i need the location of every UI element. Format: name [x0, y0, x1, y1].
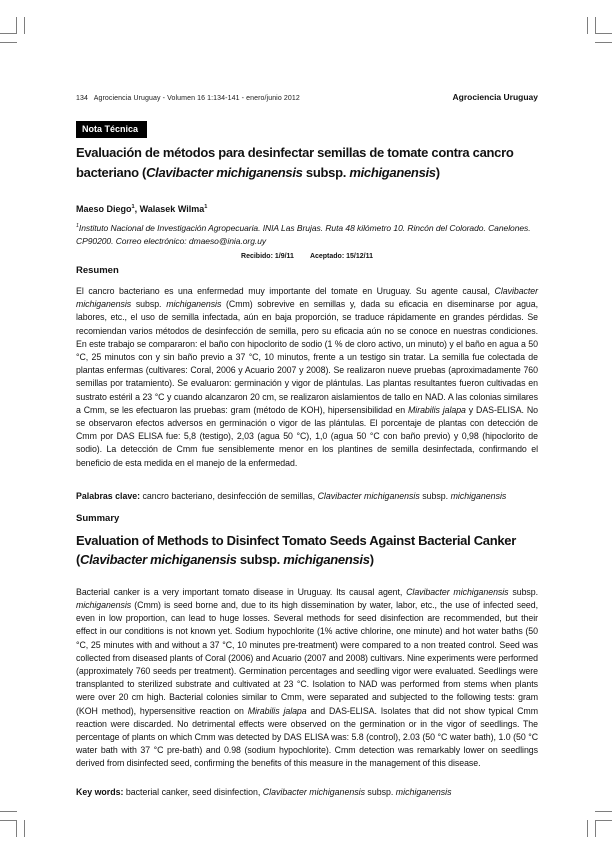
journal-name: Agrociencia Uruguay: [452, 92, 538, 102]
palabras-clave-line: Palabras clave: cancro bacteriano, desinfección de semillas, Clavibacter michiganensis subsp. michiganensis: [76, 490, 507, 501]
authors-line: Maeso Diego$^1$, Walasek Wilma$^1$: [76, 204, 208, 214]
crop-mark-bottom-right: [588, 812, 612, 838]
article-type-tag: Nota Técnica: [76, 121, 147, 138]
received-accepted-line: [76, 253, 538, 260]
affiliation: $^1$Instituto Nacional de Investigación Agropecuaria. INIA Las Brujas. Ruta 48 kilómetro 10. Rincón del Colorado. Canelones. CP90200. Correo electrónico: dmaeso@inia.org.uy: [76, 223, 531, 246]
article-title-es: Evaluación de métodos para desinfectar semillas de tomate contra cancro bacteriano (Clavibacter michiganensis subsp. michiganensis): [76, 145, 514, 180]
resumen-heading: Resumen: [76, 265, 119, 276]
article-title-en: Evaluation of Methods to Disinfect Tomato Seeds Against Bacterial Canker (Clavibacter michiganensis subsp. michiganensis): [76, 532, 516, 568]
accepted-date: Aceptado: 15/12/11: [309, 253, 373, 260]
page-content: [76, 92, 538, 797]
summary-heading: Summary: [76, 512, 120, 524]
crop-mark-bottom-left: [0, 812, 25, 838]
crop-mark-top-left: [0, 17, 25, 43]
abstract-en: Bacterial canker is a very important tomato disease in Uruguay. Its causal agent, Clavibacter michiganensis subsp. michiganensis (Cmm) is seed borne and, due to its high dissemination by water, labor, etc., the use of infected seed, even in low proportion, can lead to huge losses. Several methods for seed disinfection are recommended, but their effect in our conditions is not known yet. Sodium hypochlorite (1% active chlorine, one minute) and hot water baths (50 °C, 25 minutes with and without a 37 °C, 10 minutes pre-treatment) were compared to a non treated control. Seed was collected from diseased plants of Coral (2006) and Acuario (2007 and 2008) cultivars. Nine experiments were performed (approximately 760 seeds per treatment). Germination percentages and seedling vigor were evaluated. Seedlings were transplanted to sterilized substrate and cultivated at 23 °C. Isolation to NAD was performed from stems when plants were over 20 cm high. Bacterial colonies similar to Cmm, were separated and subjected to the following tests: gram (KOH method), hypersensitive reaction on Mirabilis jalapa and DAS-ELISA. Isolates that did not show typical Cmm reaction were discarded. No detrimental effects were observed on the germination or in the vigor of seedlings. The percentage of plants on which Cmm was detected by DAS ELISA was: 5.8 (control), 2.03 (50 °C water bath), 1.0 (50 °C water bath with 37 °C pre-bath) and 0.98 (sodium hypochlorite). Cmm detection was remarkably lower on seedlings derived from disinfected seed, confirming the benefits of this measure in the management of this disease.: [76, 586, 539, 769]
header-page-volume-info: 134 Agrociencia Uruguay - Volumen 16 1:134-141 - enero/junio 2012: [76, 95, 300, 102]
received-date: Recibido: 1/9/11: [241, 253, 294, 260]
journal-header: [76, 92, 538, 102]
abstract-es: El cancro bacteriano es una enfermedad muy importante del tomate en Uruguay. Su agente causal, Clavibacter michiganensis subsp. michiganensis (Cmm) sobrevive en semillas y, dada su eficacia en diseminarse por agua, labores, etc., el uso de semilla infectada, aún en baja proporción, se traduce rápidamente en grandes pérdidas. Se recomiendan varios métodos de desinfección de semilla, pero su eficacia aún no se conoce en nuestras condiciones. En este trabajo se compararon: el baño con hipoclorito de sodio (1 % de cloro activo, un minuto) y el baño en agua a 50 °C, 25 minutos con y sin baño previo a 37 °C, 10 minutos, frente a un testigo sin tratar. La semilla fue colectada de plantas enfermas (cultivares: Coral, 2006 y Acuario 2007 y 2008). Se realizaron nueve pruebas (aproximadamente 760 semillas por tratamiento). Se evaluaron: germinación y vigor de plántulas. Las plantas resultantes fueron cultivadas en sustrato estéril a 23 °C y cuando alcanzaron 20 cm, se realizaron aislamientos de tallo en NAD. A las colonias similares a Cmm, se les efectuaron las pruebas: gram (método de KOH), hipersensibilidad en Mirabilis jalapa y DAS-ELISA. No se observaron efectos adversos en germinación o vigor de las plántulas. El porcentaje de plantas con detección de Cmm por DAS ELISA fue: 5,8 (testigo), 2,03 (agua 50 °C), 1,0 (agua 50 °C con baño previo) y 0,98 (hipoclorito de sodio). La detección de Cmm fue sensiblemente menor en los plantines de semilla desinfectada, confirmando el beneficio de esta medida en el manejo de la enfermedad.: [76, 286, 538, 468]
crop-mark-top-right: [588, 17, 612, 43]
key-words-line: Key words: bacterial canker, seed disinfection, Clavibacter michiganensis subsp. michiganensis: [76, 786, 452, 797]
